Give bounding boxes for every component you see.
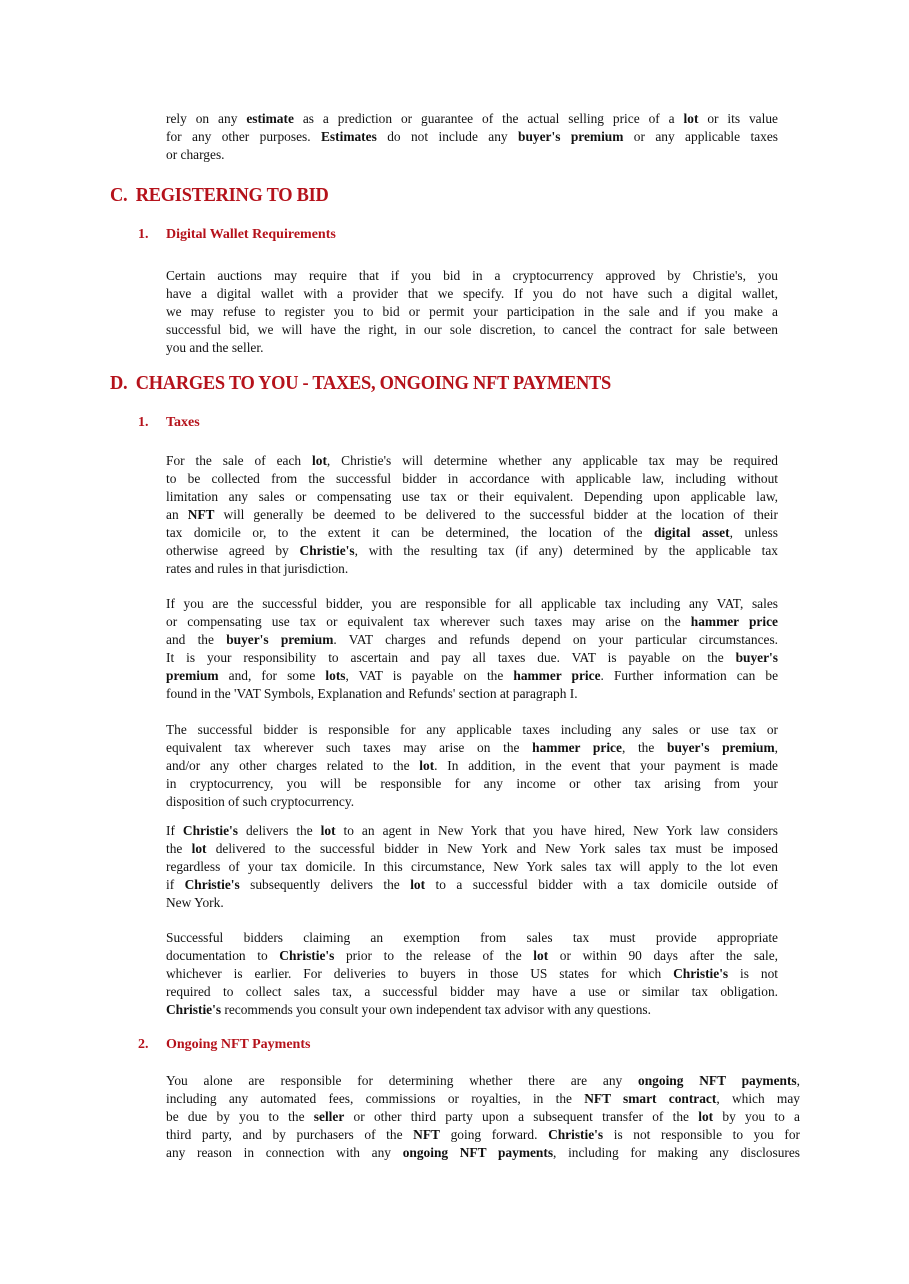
subheading-digital-wallet — [138, 226, 336, 244]
text-line: any reason in connection with any ongoing NFT payments, including for making any disclosures — [166, 1145, 801, 1160]
text-line: to be collected from the successful bidder in accordance with applicable law, including without — [166, 471, 778, 486]
text-line: If you are the successful bidder, you are responsible for all applicable tax including any VAT, sales — [166, 596, 778, 611]
defined-term: lot — [419, 758, 435, 773]
subheading-number: 1. — [138, 227, 149, 242]
text-line: Christie's recommends you consult your own independent tax advisor with any questions. — [166, 1002, 651, 1017]
subheading-number: 2. — [138, 1037, 149, 1052]
text-line: and/or any other charges related to the lot. In addition, in the event that your payment is made — [166, 758, 778, 773]
text-line: have a digital wallet with a provider that we specify. If you do not have such a digital wallet, — [166, 286, 778, 301]
text-line: Successful bidders claiming an exemption from sales tax must provide appropriate — [166, 930, 778, 945]
paragraph-ongoing-payments — [166, 1072, 800, 1162]
text-line: be due by you to the seller or other third party upon a subsequent transfer of the lot by you to a — [166, 1109, 801, 1124]
text-line: the lot delivered to the successful bidder in New York and New York sales tax must be imposed — [166, 841, 778, 856]
text-line: limitation any sales or compensating use tax or their equivalent. Depending upon applicable law, — [166, 489, 778, 504]
text-line: rates and rules in that jurisdiction. — [166, 561, 349, 576]
section-number: D. — [110, 372, 128, 394]
defined-term: digital asset — [654, 525, 730, 540]
paragraph-vat — [166, 595, 778, 703]
subheading-taxes — [138, 414, 200, 432]
paragraph-new-york — [166, 822, 778, 912]
paragraph-estimates — [166, 110, 778, 164]
defined-term: seller — [313, 1109, 345, 1124]
text-line: an NFT will generally be deemed to be delivered to the successful bidder at the location of their — [166, 507, 778, 522]
defined-term: lot — [683, 111, 699, 126]
defined-term: hammer price — [513, 668, 601, 683]
defined-term: ongoing NFT payments — [402, 1145, 554, 1160]
defined-term: buyer's — [735, 650, 778, 665]
text-line: New York. — [166, 895, 224, 910]
text-line: whichever is earlier. For deliveries to buyers in those US states for which Christie's is not — [166, 966, 779, 981]
defined-term: lot — [410, 877, 426, 892]
section-heading-registering-to-bid — [110, 183, 329, 207]
defined-term: Estimates — [321, 129, 377, 144]
text-line: we may refuse to register you to bid or permit your participation in the sale and if you make a — [166, 304, 778, 319]
text-line: The successful bidder is responsible for any applicable taxes including any sales or use tax or — [166, 722, 778, 737]
text-line: or charges. — [166, 147, 225, 162]
text-line: found in the 'VAT Symbols, Explanation and Refunds' section at paragraph I. — [166, 686, 578, 701]
defined-term: buyer's premium — [518, 129, 624, 144]
defined-term: Christie's — [673, 966, 729, 981]
text-line: required to collect sales tax, a successful bidder may have a use or similar tax obligation. — [166, 984, 778, 999]
defined-term: premium — [166, 668, 219, 683]
subheading-title: Ongoing NFT Payments — [166, 1037, 311, 1052]
text-line: You alone are responsible for determining whether there are any ongoing NFT payments, — [166, 1073, 800, 1088]
defined-term: lot — [698, 1109, 714, 1124]
defined-term: NFT — [413, 1127, 440, 1142]
subheading-title: Taxes — [166, 415, 200, 430]
text-line: and the buyer's premium. VAT charges and refunds depend on your particular circumstances. — [166, 632, 779, 647]
defined-term: lot — [191, 841, 207, 856]
text-line: in cryptocurrency, you will be responsible for any income or other tax arising from your — [166, 776, 778, 791]
defined-term: Christie's — [279, 948, 335, 963]
defined-term: Christie's — [299, 543, 355, 558]
defined-term: estimate — [246, 111, 294, 126]
text-line: For the sale of each lot, Christie's will determine whether any applicable tax may be required — [166, 453, 778, 468]
defined-term: Christie's — [166, 1002, 222, 1017]
text-line: including any automated fees, commissions or royalties, in the NFT smart contract, which may — [166, 1091, 800, 1106]
paragraph-digital-wallet — [166, 267, 778, 357]
text-line: if Christie's subsequently delivers the lot to a successful bidder with a tax domicile outside of — [166, 877, 779, 892]
defined-term: lot — [533, 948, 549, 963]
text-line: or compensating use tax or equivalent tax wherever such taxes may arise on the hammer price — [166, 614, 778, 629]
defined-term: lot — [320, 823, 336, 838]
defined-term: lot — [312, 453, 327, 468]
text-line: tax domicile or, to the extent it can be determined, the location of the digital asset, unless — [166, 525, 778, 540]
text-line: otherwise agreed by Christie's, with the resulting tax (if any) determined by the applicable tax — [166, 543, 778, 558]
paragraph-bidder-taxes — [166, 721, 778, 811]
text-line: third party, and by purchasers of the NFT going forward. Christie's is not responsible to you for — [166, 1127, 801, 1142]
defined-term: NFT — [187, 507, 215, 522]
text-line: you and the seller. — [166, 340, 264, 355]
defined-term: buyer's premium — [226, 632, 334, 647]
paragraph-exemption — [166, 929, 778, 1019]
text-line: If Christie's delivers the lot to an agent in New York that you have hired, New York law considers — [166, 823, 778, 838]
subheading-ongoing-nft-payments — [138, 1036, 310, 1054]
subheading-number: 1. — [138, 415, 149, 430]
defined-term: NFT smart contract — [584, 1091, 717, 1106]
text-line: equivalent tax wherever such taxes may arise on the hammer price, the buyer's premium, — [166, 740, 779, 755]
defined-term: lots — [325, 668, 346, 683]
text-line: Certain auctions may require that if you bid in a cryptocurrency approved by Christie's, you — [166, 268, 778, 283]
paragraph-tax-determination — [166, 452, 778, 578]
defined-term: hammer price — [690, 614, 778, 629]
text-line: rely on any estimate as a prediction or guarantee of the actual selling price of a lot or its value — [166, 111, 778, 126]
text-line: successful bid, we will have the right, in our sole discretion, to cancel the contract for sale between — [166, 322, 778, 337]
section-title: CHARGES TO YOU - TAXES, ONGOING NFT PAYMENTS — [135, 372, 611, 394]
defined-term: hammer price — [532, 740, 622, 755]
text-line: regardless of your tax domicile. In this circumstance, New York sales tax will apply to the lot even — [166, 859, 778, 874]
subheading-title: Digital Wallet Requirements — [166, 227, 336, 242]
section-number: C. — [110, 184, 128, 206]
section-title: REGISTERING TO BID — [135, 184, 329, 206]
defined-term: Christie's — [548, 1127, 604, 1142]
defined-term: Christie's — [182, 823, 238, 838]
text-line: documentation to Christie's prior to the release of the lot or within 90 days after the sale, — [166, 948, 778, 963]
defined-term: ongoing NFT payments — [638, 1073, 797, 1088]
defined-term: Christie's — [184, 877, 240, 892]
text-line: premium and, for some lots, VAT is payable on the hammer price. Further information can be — [166, 668, 779, 683]
section-heading-charges — [110, 371, 611, 395]
defined-term: buyer's premium — [667, 740, 775, 755]
text-line: for any other purposes. Estimates do not include any buyer's premium or any applicable taxes — [166, 129, 778, 144]
text-line: disposition of such cryptocurrency. — [166, 794, 355, 809]
text-line: It is your responsibility to ascertain and pay all taxes due. VAT is payable on the buyer's — [166, 650, 778, 665]
